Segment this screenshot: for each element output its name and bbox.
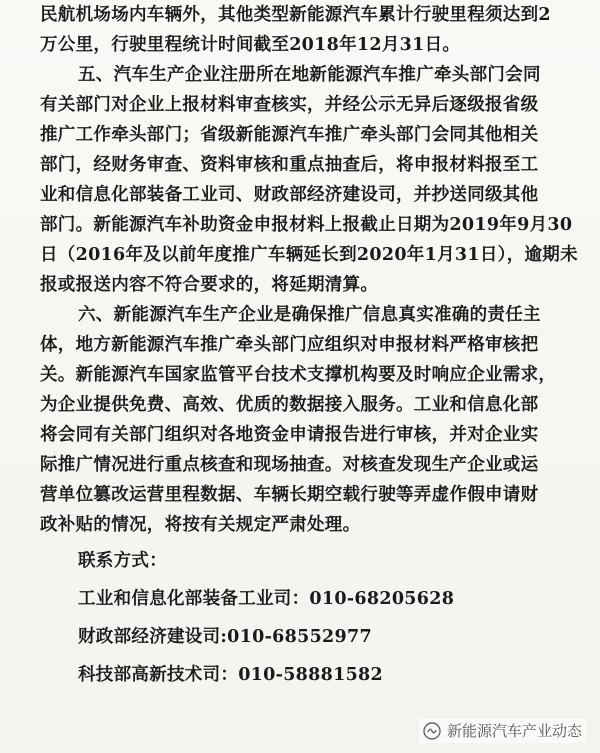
- document-body: [40, 0, 588, 694]
- text-line: 营单位篡改运营里程数据、车辆长期空载行驶等弄虚作假申请财: [40, 485, 539, 505]
- text-line: 万公里，行驶里程统计时间截至2018年12月31日。: [40, 35, 461, 55]
- text-line: 部门，经财务审查、资料审核和重点抽查后，将申报材料报至工: [40, 155, 539, 175]
- paragraph-lines: [40, 0, 588, 540]
- text-line: 有关部门对企业上报材料审查核实，并经公示无异后逐级报省级: [40, 95, 539, 115]
- contact-block: [40, 542, 588, 694]
- text-line: 政补贴的情况，将按有关规定严肃处理。: [40, 515, 361, 535]
- text-line: 日（2016年及以前年度推广车辆延长到2020年1月31日），逾期未: [40, 245, 578, 265]
- text-line: 报或报送内容不符合要求的，将延期清算。: [40, 275, 379, 295]
- text-line: 为企业提供免费、高效、优质的数据接入服务。工业和信息化部: [40, 395, 539, 415]
- watermark-label: 新能源汽车产业动态: [446, 722, 582, 740]
- text-line: 民航机场场内车辆外，其他类型新能源汽车累计行驶里程须达到2: [40, 5, 551, 25]
- contact-line: 工业和信息化部装备工业司：010-68205628: [78, 589, 455, 609]
- text-line: 推广工作牵头部门；省级新能源汽车推广牵头部门会同其他相关: [40, 125, 539, 145]
- text-line: 关。新能源汽车国家监管平台技术支撑机构要及时响应企业需求，: [40, 365, 557, 385]
- contact-heading: 联系方式：: [78, 551, 167, 571]
- text-line: 五、汽车生产企业注册所在地新能源汽车推广牵头部门会同: [78, 65, 541, 85]
- text-line: 部门。新能源汽车补助资金申报材料上报截止日期为2019年9月30: [40, 215, 573, 235]
- text-line: 际推广情况进行重点核查和现场抽查。对核查发现生产企业或运: [40, 455, 539, 475]
- text-line: 六、新能源汽车生产企业是确保推广信息真实准确的责任主: [78, 305, 541, 325]
- wechat-channel-icon: [423, 722, 441, 740]
- text-line: 体，地方新能源汽车推广牵头部门应组织对申报材料严格审核把: [40, 335, 539, 355]
- contact-line: 财政部经济建设司:010-68552977: [78, 627, 372, 647]
- contact-line: 科技部高新技术司：010-58881582: [78, 665, 384, 685]
- contact-list: [40, 580, 588, 694]
- text-line: 业和信息化部装备工业司、财政部经济建设司，并抄送同级其他: [40, 185, 539, 205]
- text-line: 将会同有关部门组织对各地资金申请报告进行审核，并对企业实: [40, 425, 539, 445]
- watermark: [419, 718, 586, 743]
